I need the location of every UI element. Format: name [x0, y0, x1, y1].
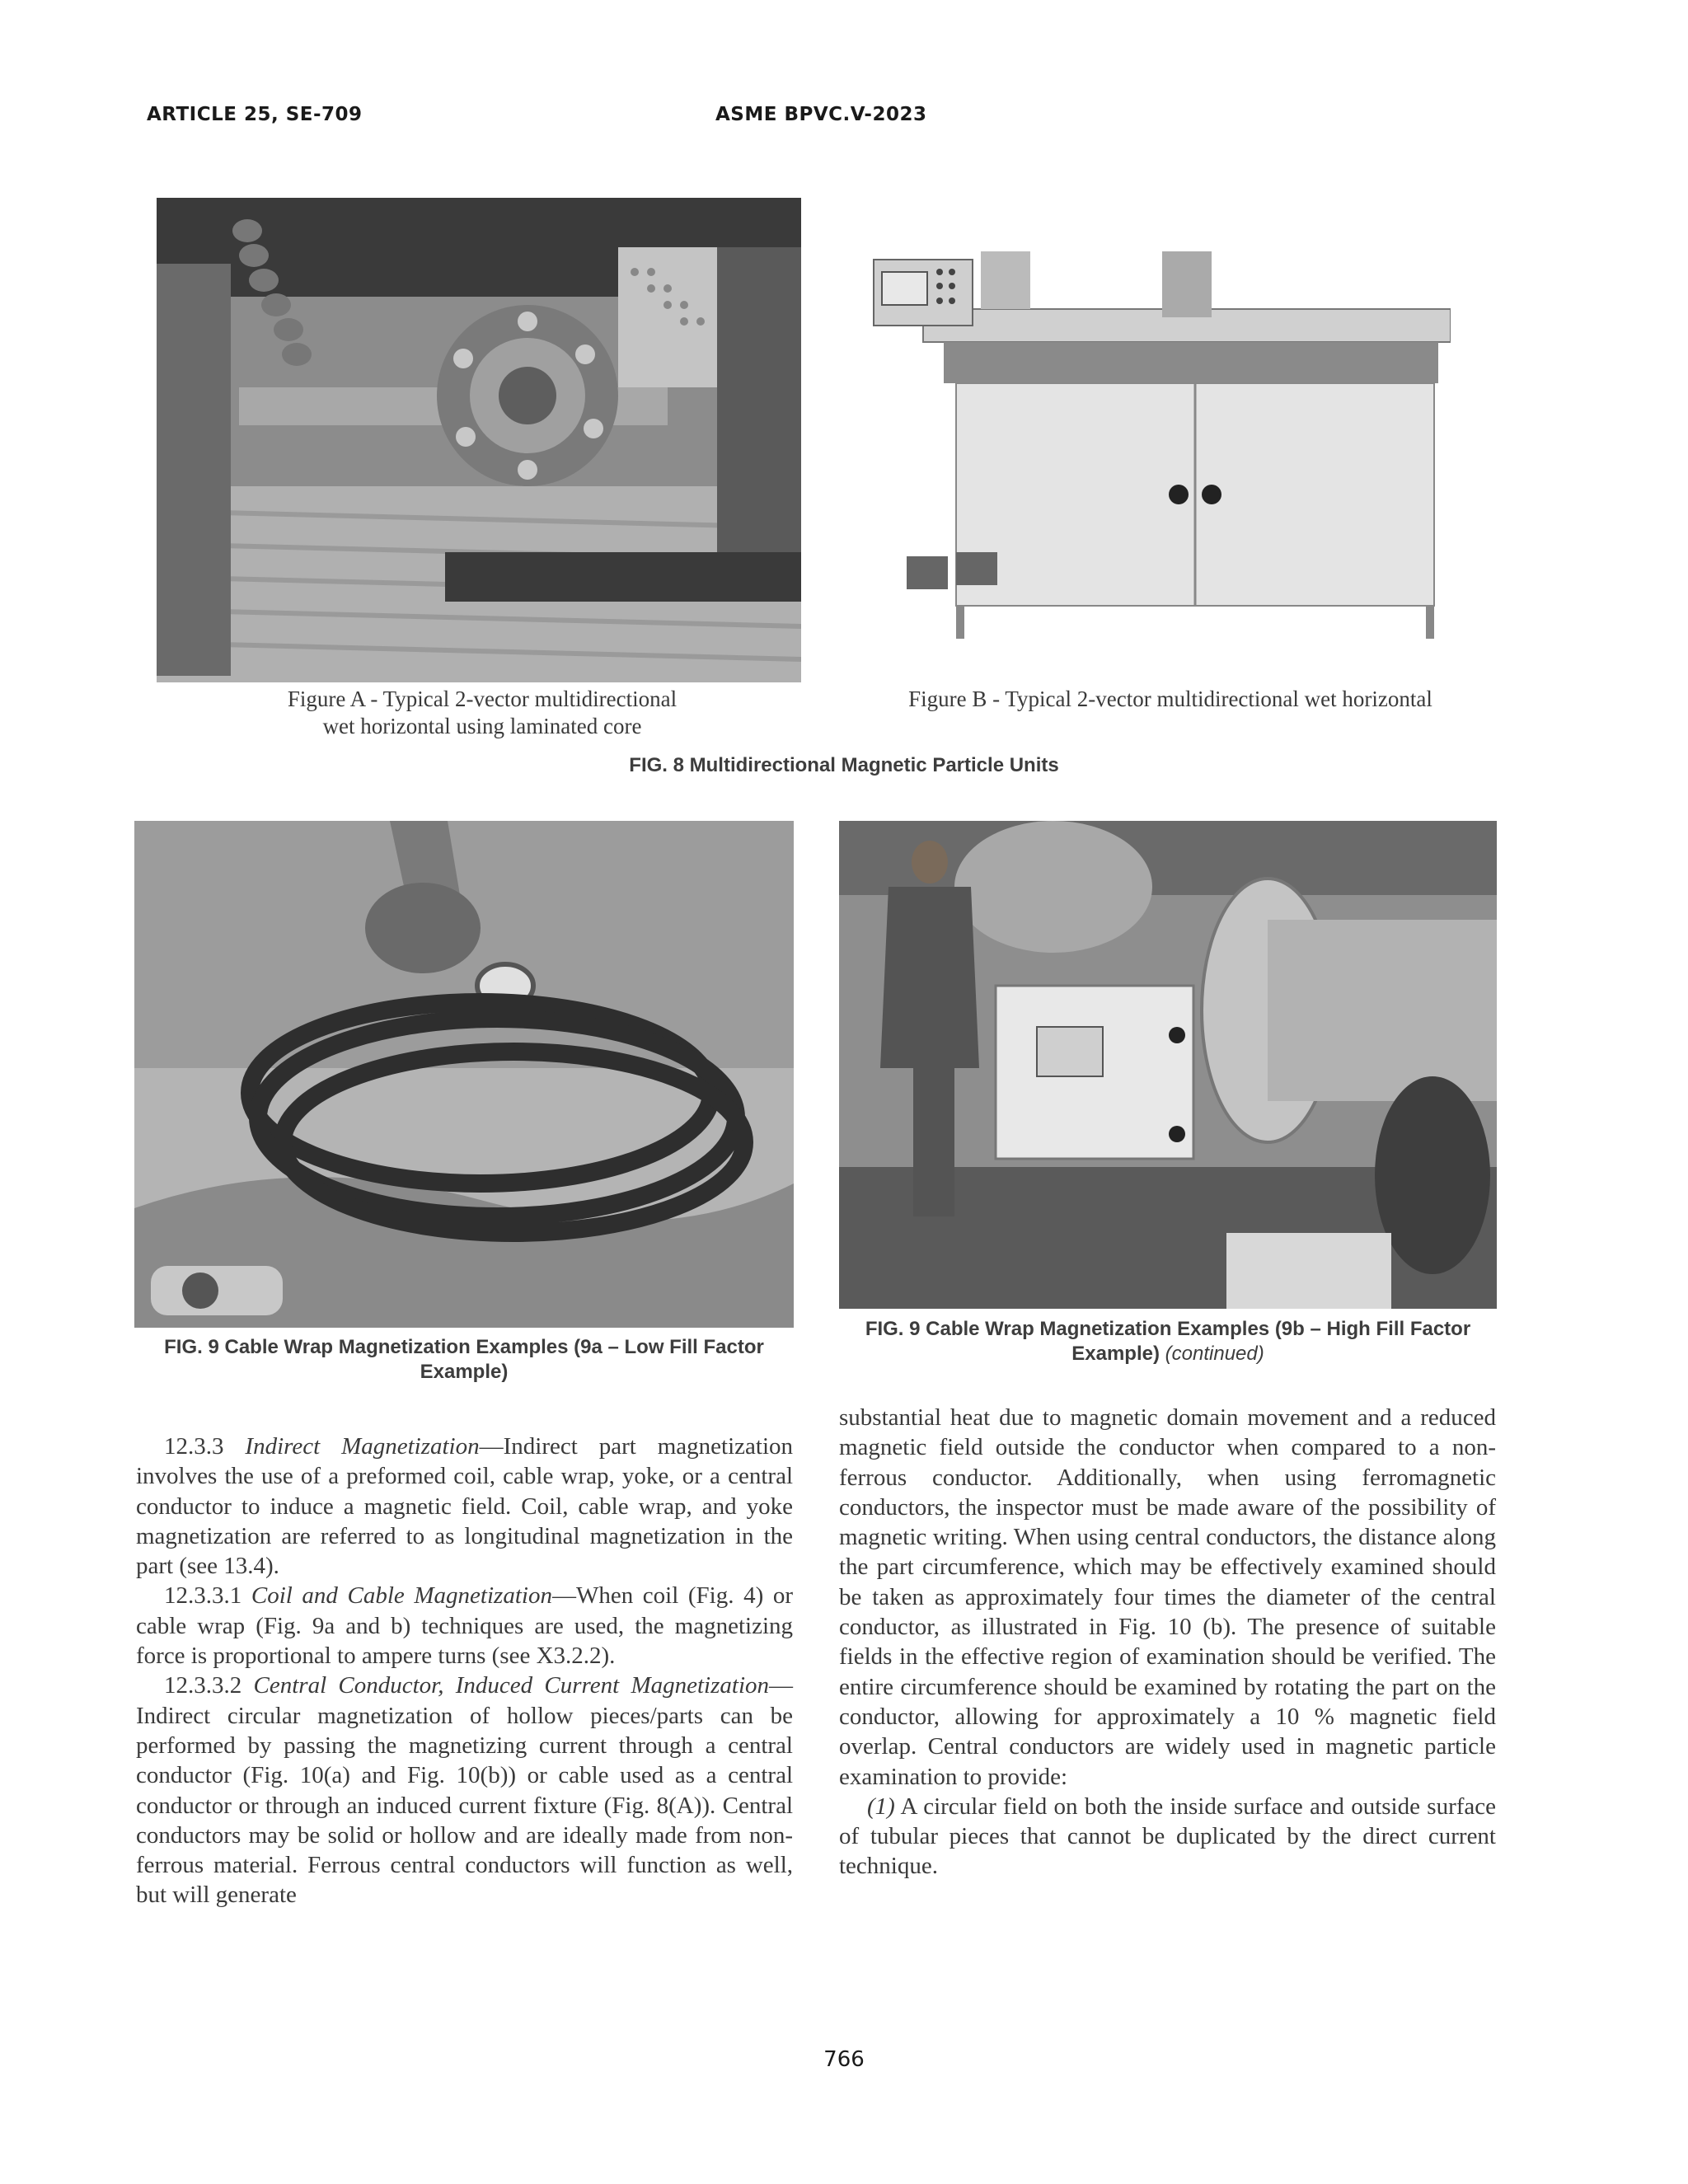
- paragraph-text: A circular field on both the inside surface and outside surface of tubular pieces that cannot be duplicated by the direct current technique.: [839, 1793, 1497, 1880]
- running-header-standard: ASME BPVC.V-2023: [715, 104, 927, 125]
- section-title: Central Conductor, Induced Current Magnetization: [253, 1672, 769, 1699]
- running-header-article: ARTICLE 25, SE-709: [147, 104, 363, 125]
- paragraph-text: —Indirect circular magnetization of hollow pieces/parts can be performed by passing the magnetizing current through a central conductor (Fig. 10(a) and Fig. 10(b)) or cable used as a central conductor or through an induced current fixture (Fig. 8(A)). Central conductors may be solid or hollow and are ideally made from non-ferrous material. Ferrous central conductors will function as well, but will generate: [136, 1672, 793, 1909]
- fig8-caption: FIG. 8 Multidirectional Magnetic Particle Units: [629, 754, 1059, 776]
- fig9a-caption-line2: Example): [420, 1361, 509, 1383]
- paragraph-12-3-3-2: [136, 1671, 793, 1910]
- fig9a-photo: [134, 821, 794, 1328]
- fig9b-caption-line1: FIG. 9 Cable Wrap Magnetization Examples (9b – High Fill Factor: [865, 1318, 1471, 1340]
- paragraph-continued: substantial heat due to magnetic domain movement and a reduced magnetic field outside the conductor when compared to a non-ferrous conductor. Additionally, when using ferromagnetic conductors, the inspector must be made aware of the possibility of magnetic writing. When using central conductors, the distance along the part circumference, which may be effectively examined should be taken as approximately four times the diameter of the central conductor, as illustrated in Fig. 10 (b). The presence of suitable fields in the effective region of examination should be verified. The entire circumference should be examined by rotating the part on the conductor, allowing for approximately a 10 % magnetic field overlap. Central conductors are widely used in magnetic particle examination to provide:: [839, 1404, 1496, 1790]
- fig9b-photo: [839, 821, 1497, 1309]
- paragraph-text: —Indirect part magnetization involves the use of a preformed coil, cable wrap, yoke, or a central conductor to induce a magnetic field. Coil, cable wrap, and yoke magnetization are referred to as longitudinal magnetization in the part (see 13.4).: [136, 1433, 793, 1580]
- fig8a-subcaption-line1: Figure A - Typical 2-vector multidirectional: [287, 687, 678, 711]
- fig8a-photo: [157, 198, 801, 682]
- fig9a-caption-line1: FIG. 9 Cable Wrap Magnetization Examples (9a – Low Fill Factor: [164, 1336, 764, 1358]
- fig8b-subcaption: Figure B - Typical 2-vector multidirectional wet horizontal: [908, 687, 1432, 711]
- section-number: 12.3.3.2: [164, 1672, 242, 1699]
- page-number: 766: [823, 2047, 865, 2072]
- section-number: 12.3.3.1: [164, 1582, 242, 1610]
- right-text-column: [839, 1403, 1496, 1882]
- list-item-1: [839, 1792, 1496, 1882]
- section-title: Indirect Magnetization: [245, 1433, 480, 1460]
- fig8b-photo: [865, 227, 1451, 647]
- fig9b-caption: [824, 1317, 1512, 1366]
- paragraph-text: —When coil (Fig. 4) or cable wrap (Fig. 9a and b) techniques are used, the magnetizing force is proportional to ampere turns (see X3.2.2).: [136, 1582, 794, 1670]
- left-text-column: [136, 1432, 793, 1910]
- section-title: Coil and Cable Magnetization: [251, 1582, 552, 1610]
- section-number: 12.3.3: [164, 1433, 224, 1460]
- fig9b-caption-line2: Example): [1071, 1343, 1160, 1365]
- fig9b-continued-note: (continued): [1165, 1343, 1264, 1365]
- paragraph-12-3-3-1: [136, 1581, 793, 1671]
- fig8a-subcaption: [198, 686, 767, 740]
- list-marker: (1): [867, 1793, 895, 1820]
- paragraph-12-3-3: [136, 1432, 793, 1581]
- fig8a-subcaption-line2: wet horizontal using laminated core: [322, 714, 642, 738]
- fig9a-caption: [134, 1335, 794, 1385]
